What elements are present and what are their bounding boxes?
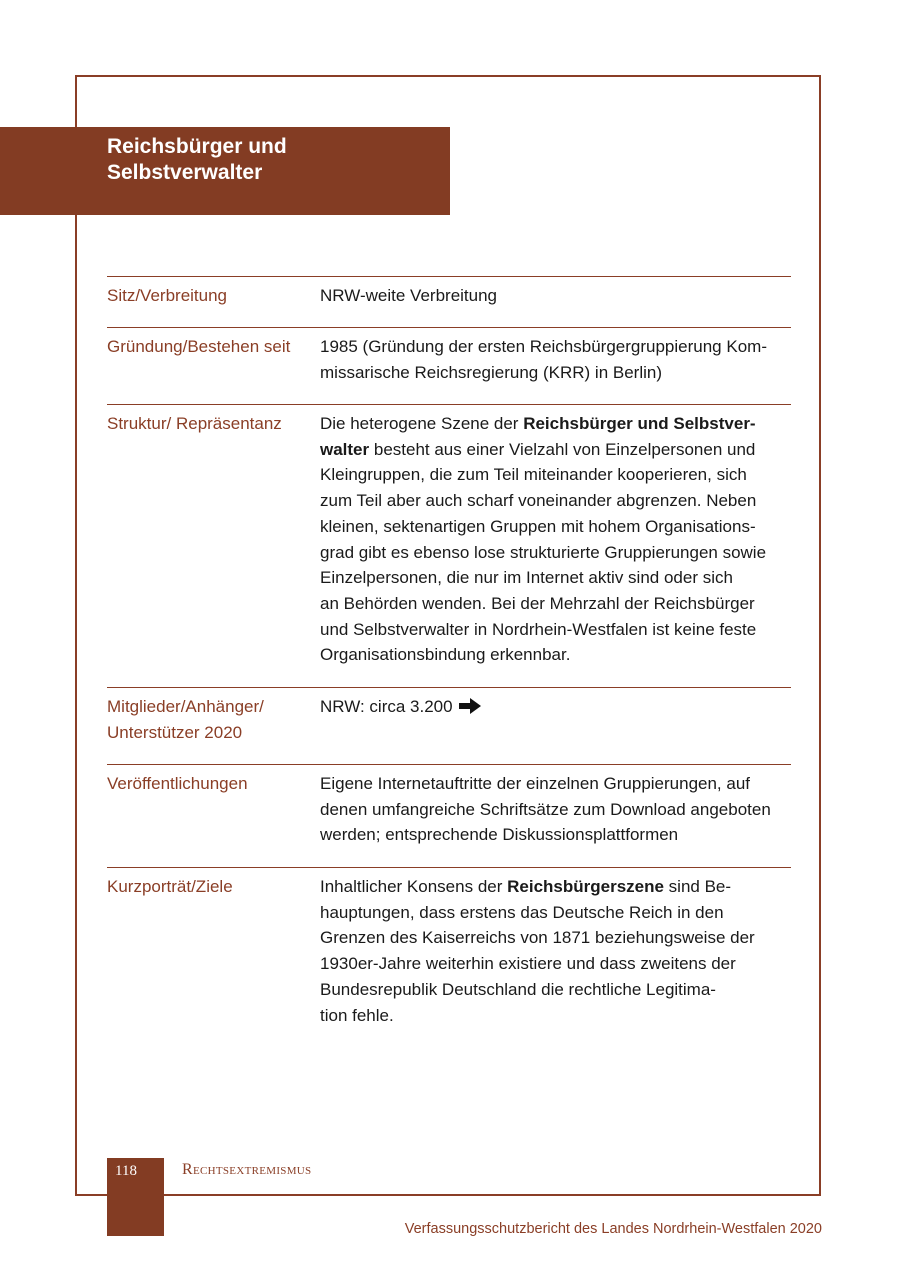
info-table: [107, 276, 791, 1028]
text-segment: Organisationsbindung erkennbar.: [320, 645, 571, 665]
row-value: [320, 411, 791, 687]
value-line: [320, 514, 791, 540]
row-label: [107, 771, 320, 867]
text-segment: besteht aus einer Vielzahl von Einzelpersonen und: [369, 439, 756, 459]
text-segment: NRW: circa 3.200: [320, 697, 453, 716]
value-line: [320, 694, 791, 722]
row-label-line: Veröffentlichungen: [107, 774, 248, 793]
table-row: [107, 327, 791, 404]
text-segment: Inhaltlicher Konsens der: [320, 877, 508, 896]
right-arrow-icon: [459, 696, 481, 722]
text-segment: Kleingruppen, die zum Teil miteinander kooperieren, sich: [320, 465, 747, 485]
value-line: [320, 1003, 791, 1029]
row-value: [320, 874, 791, 1028]
value-line: [320, 540, 791, 566]
text-segment: und Selbstverwalter in Nordrhein-Westfalen ist keine feste: [320, 619, 757, 639]
row-label-line: Struktur/ Repräsentanz: [107, 414, 282, 433]
value-line: [320, 565, 791, 591]
text-segment: grad gibt es ebenso lose strukturierte Gruppierungen sowie: [320, 542, 767, 562]
row-label: [107, 411, 320, 687]
table-row: [107, 867, 791, 1028]
value-line: [320, 925, 791, 951]
value-line: [320, 797, 791, 823]
text-segment: tion fehle.: [320, 1005, 394, 1025]
value-line: [320, 771, 791, 797]
text-segment: Einzelpersonen, die nur im Internet aktiv sind oder sich: [320, 568, 733, 588]
row-label-line: Gründung/Bestehen seit: [107, 337, 291, 356]
text-segment: an Behörden wenden. Bei der Mehrzahl der Reichsbürger: [320, 593, 755, 613]
text-segment: werden; entsprechende Diskussionsplattformen: [320, 825, 679, 845]
row-value: [320, 771, 791, 867]
bold-text: Reichsbürgerszene: [507, 877, 664, 896]
title-banner: [0, 127, 450, 215]
row-label-line: Mitglieder/Anhänger/: [107, 697, 264, 716]
page-title-line-2: Selbstverwalter: [107, 161, 263, 184]
value-line: [320, 617, 791, 643]
value-line: [320, 283, 791, 309]
table-row: [107, 764, 791, 867]
value-line: [320, 411, 791, 437]
value-line: [320, 642, 791, 668]
row-value: [320, 283, 791, 327]
value-line: [320, 488, 791, 514]
text-segment: 1985 (Gründung der ersten Reichsbürgergruppierung Kom-: [320, 337, 767, 356]
table-row: [107, 276, 791, 327]
text-segment: Eigene Internetauftritte der einzelnen Gruppierungen, auf: [320, 774, 751, 793]
row-label: [107, 874, 320, 1028]
value-line: [320, 437, 791, 463]
text-segment: Bundesrepublik Deutschland die rechtliche Legitima-: [320, 979, 716, 999]
value-line: [320, 591, 791, 617]
value-line: [320, 977, 791, 1003]
text-segment: 1930er-Jahre weiterhin existiere und dass zweitens der: [320, 954, 736, 974]
page-number: 118: [115, 1163, 137, 1179]
row-label-line: Unterstützer 2020: [107, 722, 243, 742]
text-segment: NRW-weite Verbreitung: [320, 286, 498, 305]
text-segment: missarische Reichsregierung (KRR) in Berlin): [320, 362, 662, 382]
value-line: [320, 360, 791, 386]
text-segment: sind Be-: [663, 877, 732, 896]
row-label: [107, 694, 320, 764]
bold-text: walter: [320, 439, 370, 459]
table-row: [107, 687, 791, 764]
page-title-line-1: Reichsbürger und: [107, 135, 287, 158]
text-segment: kleinen, sektenartigen Gruppen mit hohem Organisations-: [320, 516, 756, 536]
footer-text: Verfassungsschutzbericht des Landes Nordrhein-Westfalen 2020: [404, 1221, 822, 1237]
row-label-line: Kurzporträt/Ziele: [107, 877, 233, 896]
value-line: [320, 822, 791, 848]
text-segment: Grenzen des Kaiserreichs von 1871 beziehungsweise der: [320, 928, 755, 948]
value-line: [320, 462, 791, 488]
value-line: [320, 900, 791, 926]
value-line: [320, 951, 791, 977]
text-segment: hauptungen, dass erstens das Deutsche Reich in den: [320, 902, 724, 922]
value-line: [320, 874, 791, 900]
row-label: [107, 334, 320, 404]
row-label-line: Sitz/Verbreitung: [107, 286, 228, 305]
row-label: [107, 283, 320, 327]
row-value: [320, 334, 791, 404]
row-value: [320, 694, 791, 764]
table-row: [107, 404, 791, 687]
text-segment: Die heterogene Szene der: [320, 414, 524, 433]
bold-text: Reichsbürger und Selbstver-: [523, 414, 756, 433]
text-segment: zum Teil aber auch scharf voneinander abgrenzen. Neben: [320, 491, 757, 511]
section-name: Rechtsextremismus: [182, 1161, 312, 1178]
text-segment: denen umfangreiche Schriftsätze zum Download angeboten: [320, 799, 771, 819]
value-line: [320, 334, 791, 360]
